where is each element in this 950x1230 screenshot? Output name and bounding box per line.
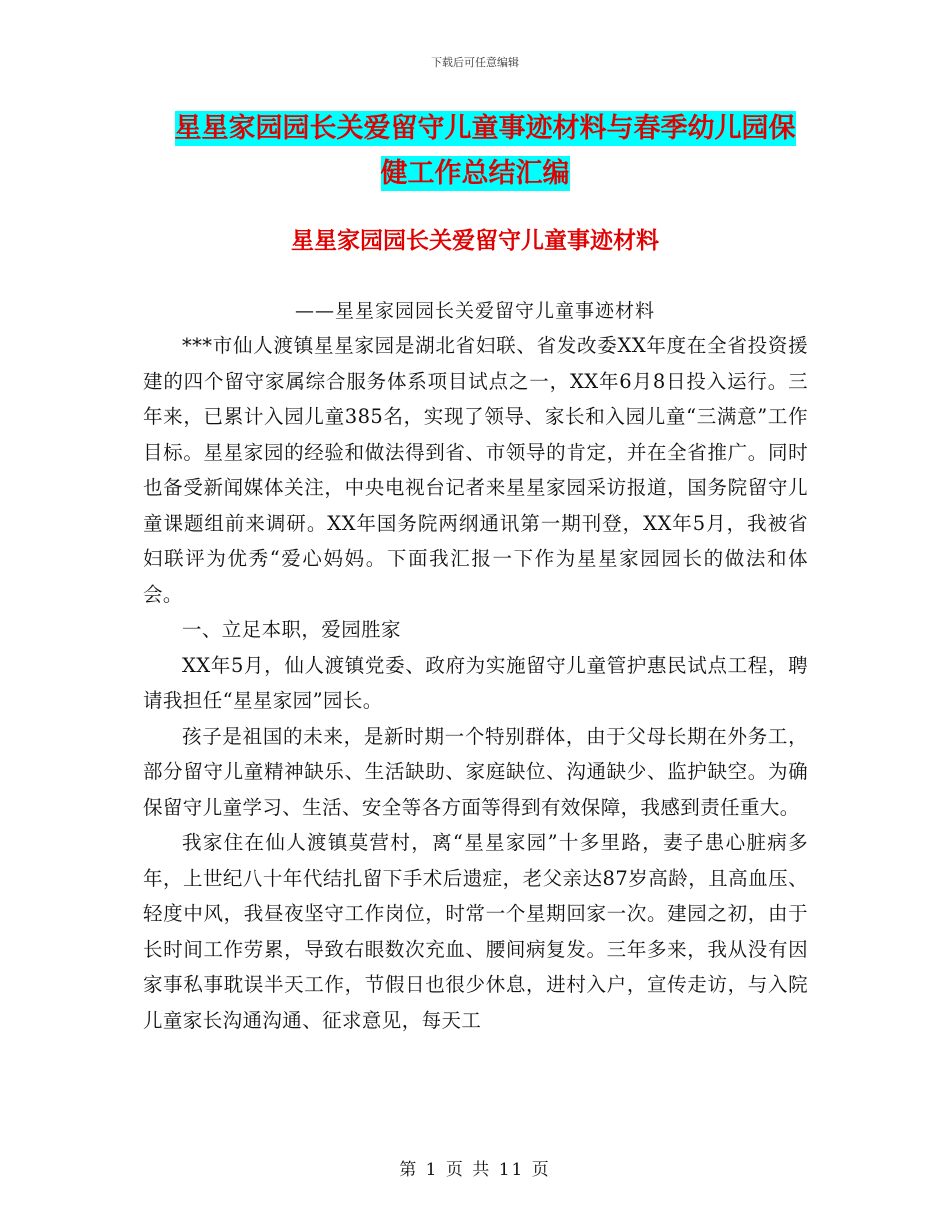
paragraph-children: 孩子是祖国的未来，是新时期一个特别群体，由于父母长期在外务工，部分留守儿童精神缺乐、生活缺助、家庭缺位、沟通缺少、监护缺空。为确保留守儿童学习、生活、安全等各方面等得到有效保障，我感到责任重大。 [143, 724, 808, 819]
document-title-line-1-text: 星星家园园长关爱留守儿童事迹材料与春季幼儿园保 [174, 113, 796, 144]
document-title-line-1 [0, 112, 950, 146]
body-text [143, 328, 808, 1038]
page-header-note: 下载后可任意编辑 [431, 56, 519, 69]
paragraph-family: 我家住在仙人渡镇莫营村，离“星星家园”十多里路，妻子患心脏病多年，上世纪八十年代结扎留下手术后遗症，老父亲达87岁高龄，且高血压、轻度中风，我昼夜坚守工作岗位，时常一个星期回家一次。建园之初，由于长时间工作劳累，导致右眼数次充血、腰间病复发。三年多来，我从没有因家事私事耽误半天工作，节假日也很少休息，进村入户，宣传走访，与入院儿童家长沟通沟通、征求意见，每天工 [143, 831, 808, 1032]
paragraph-intro: ***市仙人渡镇星星家园是湖北省妇联、省发改委XX年度在全省投资援建的四个留守家属综合服务体系项目试点之一，XX年6月8日投入运行。三年来，已累计入园儿童385名，实现了领导、家长和入园儿童“三满意”工作目标。星星家园的经验和做法得到省、市领导的肯定，并在全省推广。同时也备受新闻媒体关注，中央电视台记者来星星家园采访报道，国务院留守儿童课题组前来调研。XX年国务院两纲通讯第一期刊登，XX年5月，我被省妇联评为优秀“爱心妈妈。下面我汇报一下作为星星家园园长的做法和体会。 [143, 334, 808, 606]
paragraph-heading-1: 一、立足本职，爱园胜家 [182, 618, 401, 641]
document-title-line-2 [0, 157, 950, 191]
document-title-line-2-text: 健工作总结汇编 [380, 158, 570, 189]
section-subtitle: ——星星家园园长关爱留守儿童事迹材料 [294, 300, 655, 322]
page-footer: 第 1 页 共 11 页 [399, 1160, 551, 1180]
paragraph-appointment: XX年5月，仙人渡镇党委、政府为实施留守儿童管护惠民试点工程，聘请我担任“星星家园”园长。 [143, 653, 808, 712]
section-title: 星星家园园长关爱留守儿童事迹材料 [291, 228, 659, 254]
